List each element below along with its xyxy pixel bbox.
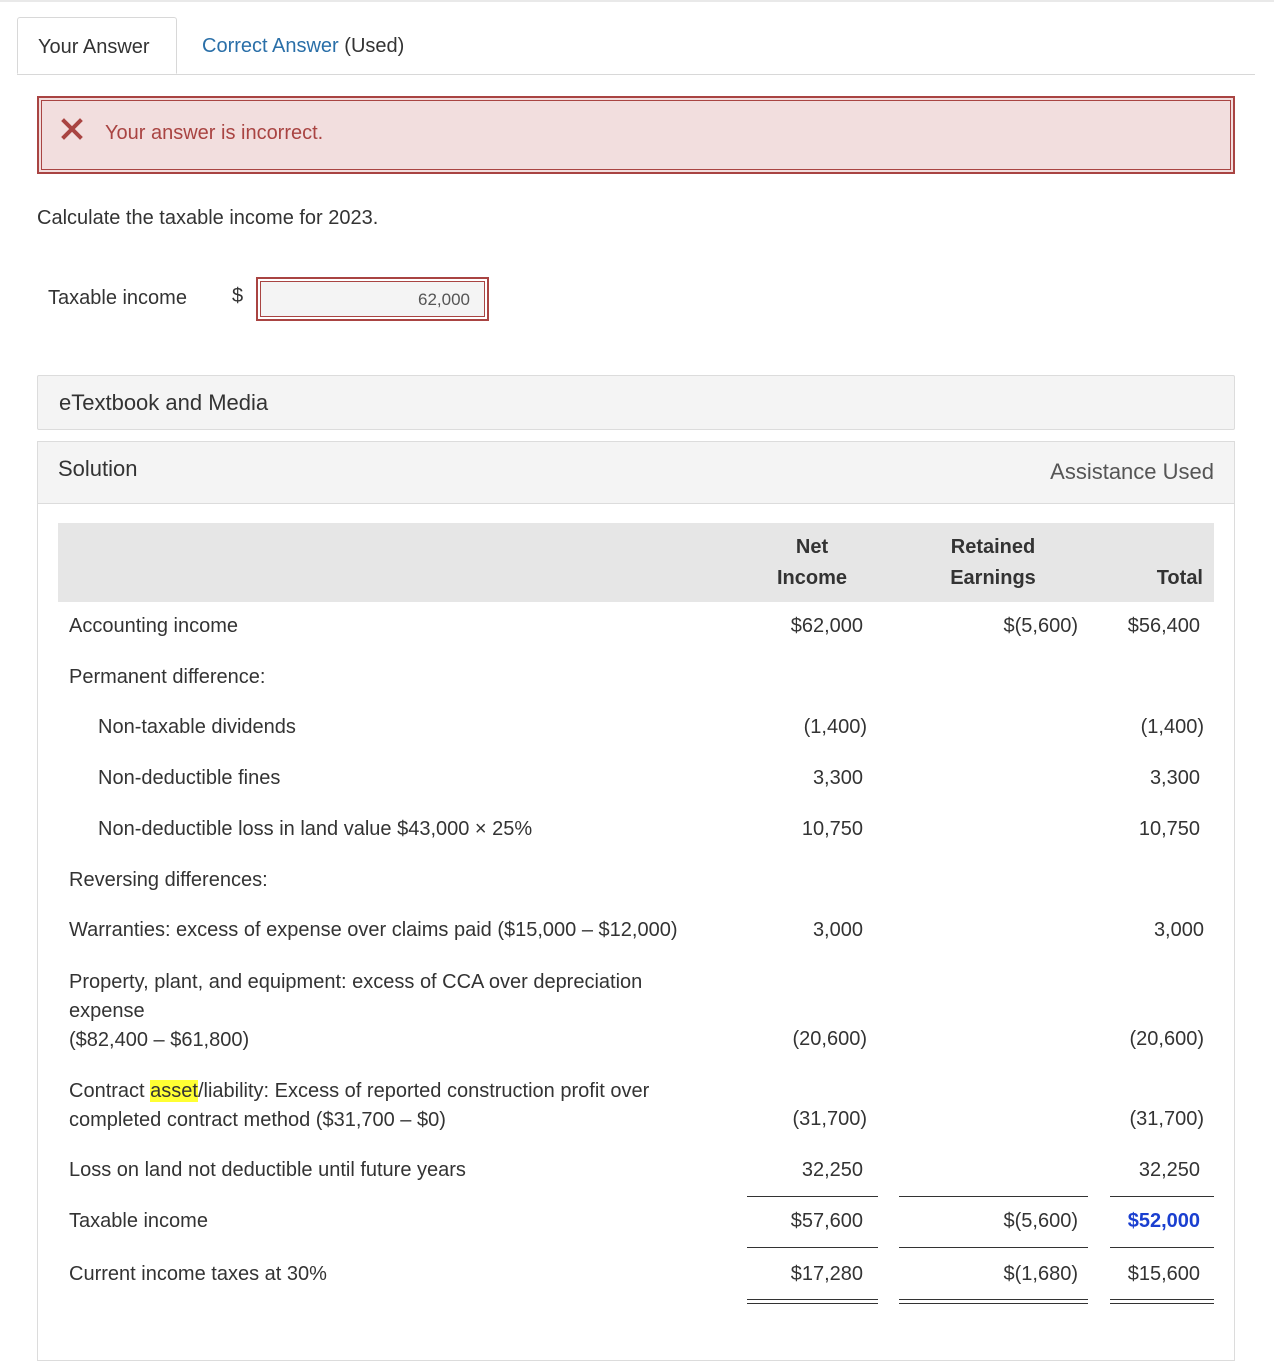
double-rule-total-a [1110, 1299, 1214, 1300]
answer-tabs [17, 17, 1255, 75]
double-rule-re-b [899, 1303, 1088, 1304]
header-re-line2: Earnings [950, 567, 1036, 589]
total-warranties: 3,000 [1153, 919, 1204, 941]
currency-symbol: $ [232, 285, 244, 307]
taxable-income-input[interactable] [256, 277, 489, 321]
row-label-accounting-income: Accounting income [69, 615, 238, 637]
close-x-icon [61, 118, 83, 140]
net-taxable-income: $57,600 [790, 1210, 863, 1232]
re-accounting-income: $(5,600) [1003, 615, 1078, 637]
net-accounting-income: $62,000 [790, 615, 863, 637]
row-label-dividends: Non-taxable dividends [98, 716, 296, 738]
col-header-total: Total [1156, 567, 1203, 589]
contract-label-part-c: /liability: Excess of reported construction profit over [197, 1080, 650, 1102]
tab-your-answer-label: Your Answer [38, 36, 150, 58]
total-contract: (31,700) [1129, 1108, 1204, 1130]
total-taxable-income: $52,000 [1127, 1210, 1200, 1232]
total-accounting-income: $56,400 [1127, 615, 1200, 637]
total-fines: 3,300 [1149, 767, 1200, 789]
double-rule-net-a [747, 1299, 878, 1300]
re-current-taxes: $(1,680) [1003, 1263, 1078, 1285]
row-label-permanent-difference: Permanent difference: [69, 666, 266, 688]
col-header-net-income [758, 532, 866, 594]
total-land-loss: 10,750 [1138, 818, 1200, 840]
tab-correct-answer-label[interactable]: Correct Answer [202, 35, 339, 57]
rule-re-2 [899, 1247, 1088, 1248]
double-rule-total-b [1110, 1303, 1214, 1304]
taxable-income-value: 62,000 [260, 281, 485, 317]
row-label-warranties: Warranties: excess of expense over claims paid ($15,000 – $12,000) [69, 919, 678, 941]
row-label-taxable-income: Taxable income [69, 1210, 208, 1232]
row-label-reversing-differences: Reversing differences: [69, 869, 268, 891]
table-header [58, 523, 1214, 602]
solution-title: Solution [58, 456, 138, 481]
total-land-future: 32,250 [1138, 1159, 1200, 1181]
top-border [0, 0, 1274, 2]
rule-net-2 [747, 1247, 878, 1248]
tab-used-label: (Used) [344, 35, 405, 57]
net-land-loss: 10,750 [801, 818, 863, 840]
etextbook-title: eTextbook and Media [59, 390, 269, 415]
alert-message: Your answer is incorrect. [105, 122, 324, 144]
net-dividends: (1,400) [803, 716, 867, 738]
etextbook-media-panel[interactable] [37, 375, 1235, 430]
total-ppe: (20,600) [1129, 1028, 1204, 1050]
row-label-contract [69, 1077, 729, 1135]
solution-header [38, 442, 1234, 504]
subtotal-rule-net [747, 1196, 878, 1197]
ppe-label-line2: expense [69, 1000, 145, 1022]
net-land-future: 32,250 [801, 1159, 863, 1181]
contract-label-part-a: Contract [69, 1080, 151, 1102]
row-label-ppe [69, 968, 729, 1055]
question-text: Calculate the taxable income for 2023. [37, 207, 379, 229]
assistance-used-label: Assistance Used [1050, 459, 1214, 484]
incorrect-alert [37, 96, 1235, 174]
subtotal-rule-re [899, 1196, 1088, 1197]
net-warranties: 3,000 [812, 919, 863, 941]
ppe-label-line1: Property, plant, and equipment: excess of CCA over depreciation [69, 971, 643, 993]
col-header-retained-earnings [928, 532, 1058, 594]
row-label-current-taxes: Current income taxes at 30% [69, 1263, 327, 1285]
header-re-line1: Retained [950, 536, 1036, 558]
taxable-income-label: Taxable income [48, 287, 187, 309]
rule-total-2 [1110, 1247, 1214, 1248]
header-net-line2: Income [776, 567, 848, 589]
highlighted-word-asset: asset [150, 1080, 198, 1102]
total-dividends: (1,400) [1140, 716, 1204, 738]
net-ppe: (20,600) [792, 1028, 867, 1050]
tab-correct-answer[interactable] [202, 35, 404, 58]
row-label-fines: Non-deductible fines [98, 767, 281, 789]
net-fines: 3,300 [812, 767, 863, 789]
double-rule-re-a [899, 1299, 1088, 1300]
ppe-label-line3: ($82,400 – $61,800) [69, 1029, 250, 1051]
row-label-land-loss: Non-deductible loss in land value $43,000 × 25% [98, 818, 533, 840]
contract-label-line2: completed contract method ($31,700 – $0) [69, 1109, 446, 1131]
contract-label-line1 [69, 1077, 729, 1106]
total-current-taxes: $15,600 [1127, 1263, 1200, 1285]
net-contract: (31,700) [792, 1108, 867, 1130]
row-label-land-future: Loss on land not deductible until future years [69, 1159, 466, 1181]
re-taxable-income: $(5,600) [1003, 1210, 1078, 1232]
header-net-line1: Net [795, 536, 829, 558]
subtotal-rule-total [1110, 1196, 1214, 1197]
net-current-taxes: $17,280 [790, 1263, 863, 1285]
double-rule-net-b [747, 1303, 878, 1304]
tab-your-answer[interactable] [17, 17, 177, 74]
